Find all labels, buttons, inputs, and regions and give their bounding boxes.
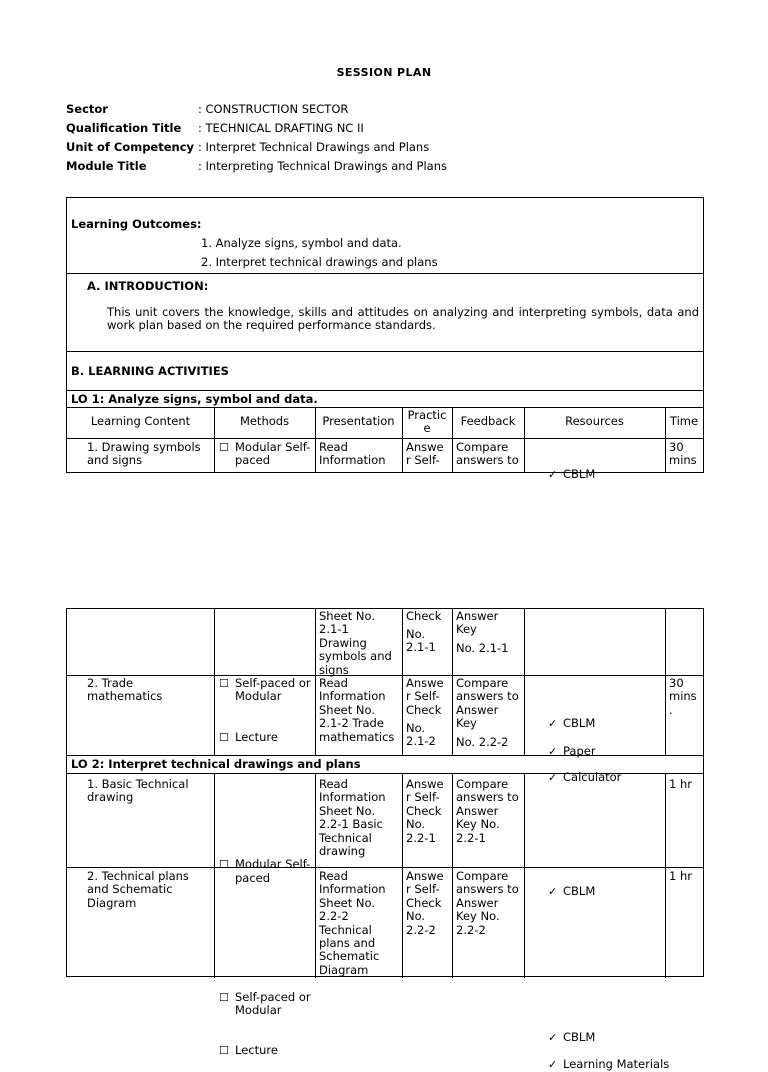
meta-block: [66, 102, 447, 178]
row2-time: 30 mins .: [669, 676, 697, 717]
row1-time: 30 mins: [669, 440, 697, 468]
page-title: SESSION PLAN: [336, 66, 432, 79]
learning-outcome-item: 2. Interpret technical drawings and plans: [201, 255, 438, 269]
row2-resource: ✓ Calculator: [547, 771, 673, 784]
row1-resource: ✓ CBLM: [547, 468, 673, 481]
meta-value: : Interpret Technical Drawings and Plans: [198, 140, 430, 154]
column-line: [665, 609, 666, 755]
column-line: [524, 609, 525, 755]
column-header-practice-line1: Practic: [407, 408, 447, 422]
column-header-methods: Methods: [239, 414, 290, 428]
row2-content: 2. Trade mathematics: [87, 676, 163, 704]
row4-practice: Answe r Self-Check No. 2.2-2: [406, 869, 444, 937]
introduction-text: This unit covers the knowledge, skills and attitudes on analyzing and interpreting symbols, data and work plan based on the required performance standards.: [107, 305, 699, 332]
row3-presentation: Read Information Sheet No. 2.2-1 Basic Technical drawing: [319, 777, 386, 859]
row2-practice: No. 2.1-2: [406, 721, 436, 749]
meta-value: : TECHNICAL DRAFTING NC II: [198, 121, 364, 135]
row1-presentation-cont: Sheet No. 2.1-1 Drawing symbols and signs: [319, 609, 392, 677]
column-line: [665, 773, 666, 978]
row2-presentation: Read Information Sheet No. 2.1-2 Trade mathematics: [319, 676, 395, 744]
learning-outcomes-heading: Learning Outcomes:: [71, 217, 202, 231]
row4-resource: ✓ Learning Materials: [547, 1058, 673, 1071]
column-header-practice: [402, 409, 452, 435]
column-header-resources: Resources: [565, 414, 624, 428]
column-line: [214, 609, 215, 755]
column-line: [452, 609, 453, 755]
row2-method: ☐ Self-paced or Modular: [219, 677, 327, 704]
session-table-part1: [66, 197, 704, 481]
row4-method: ☐ Self-paced or Modular: [219, 991, 327, 1018]
column-header-presentation: Presentation: [322, 414, 395, 428]
lo2-heading: LO 2: Interpret technical drawings and plans: [71, 757, 361, 771]
learning-activities-heading: B. LEARNING ACTIVITIES: [71, 364, 229, 378]
divider: [67, 407, 703, 408]
row3-time: 1 hr: [669, 777, 692, 791]
column-header-practice-line2: e: [423, 421, 431, 435]
column-line: [402, 773, 403, 978]
meta-label: Unit of Competency: [66, 140, 195, 154]
row3-practice: Answe r Self-Check No. 2.2-1: [406, 777, 444, 845]
row3-resource: ✓ CBLM: [547, 885, 673, 898]
divider: [67, 867, 703, 868]
lo1-heading: LO 1: Analyze signs, symbol and data.: [71, 392, 318, 406]
divider: [67, 438, 703, 439]
row2-method: ☐ Lecture: [219, 731, 327, 744]
meta-row-qualification: [66, 121, 447, 140]
meta-row-module: [66, 159, 447, 178]
row1-feedback-cont: No. 2.1-1: [456, 641, 509, 655]
meta-label: Sector: [66, 102, 108, 116]
column-line: [524, 773, 525, 978]
row1-method: ☐ Modular Self-paced: [219, 441, 327, 468]
learning-outcome-item: 1. Analyze signs, symbol and data.: [201, 236, 402, 250]
row1-feedback-cont: Answer Key: [456, 609, 499, 637]
row2-resource: ✓ CBLM: [547, 717, 673, 730]
column-header-feedback: Feedback: [460, 414, 516, 428]
row1-presentation: Read Information: [319, 440, 386, 468]
row4-method: ☐ Lecture: [219, 1044, 327, 1057]
row1-content: 1. Drawing symbols and signs: [87, 440, 201, 468]
meta-value: : Interpreting Technical Drawings and Plans: [198, 159, 447, 173]
row3-feedback: Compare answers to Answer Key No. 2.2-1: [456, 777, 519, 845]
introduction-heading: A. INTRODUCTION:: [87, 279, 209, 293]
meta-label: Qualification Title: [66, 121, 182, 135]
column-line: [452, 773, 453, 978]
row4-feedback: Compare answers to Answer Key No. 2.2-2: [456, 869, 519, 937]
row4-presentation: Read Information Sheet No. 2.2-2 Technical plans and Schematic Diagram: [319, 869, 386, 977]
row2-practice: Answe r Self-Check: [406, 676, 444, 717]
row3-content: 1. Basic Technical drawing: [87, 777, 189, 805]
meta-label: Module Title: [66, 159, 147, 173]
column-line: [214, 773, 215, 978]
row1-practice: Answe r Self-: [406, 440, 444, 468]
row4-resource: ✓ CBLM: [547, 1031, 673, 1044]
row2-resource: ✓ Paper: [547, 745, 673, 758]
row2-feedback: No. 2.2-2: [456, 735, 509, 749]
row4-content: 2. Technical plans and Schematic Diagram: [87, 869, 189, 910]
row3-method: ☐ Modular Self-paced: [219, 858, 327, 885]
column-header-content: Learning Content: [90, 414, 191, 428]
session-table-part2: [66, 608, 704, 1072]
meta-row-unit: [66, 140, 447, 159]
row4-time: 1 hr: [669, 869, 692, 883]
row1-practice-cont: No. 2.1-1: [406, 627, 436, 655]
column-header-time: Time: [669, 414, 699, 428]
meta-row-sector: [66, 102, 447, 121]
row1-practice-cont: Check: [406, 609, 442, 623]
row2-feedback: Compare answers to Answer Key: [456, 676, 519, 731]
row1-feedback: Compare answers to: [456, 440, 519, 468]
divider: [67, 351, 703, 352]
column-line: [402, 609, 403, 755]
meta-value: : CONSTRUCTION SECTOR: [198, 102, 349, 116]
divider: [67, 273, 703, 274]
divider: [67, 390, 703, 391]
